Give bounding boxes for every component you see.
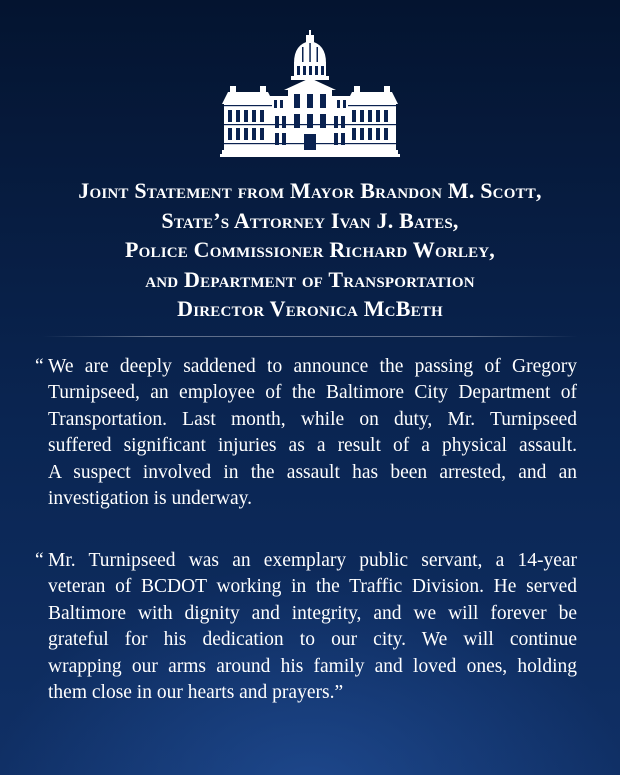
paragraph-line: suffered significant injuries as a result of a physical assault. [48, 435, 577, 457]
paragraph-line: wrapping our arms around his family and loved ones, holding [48, 655, 577, 677]
statement-paragraph [35, 354, 577, 512]
paragraph-line: them close in our hearts and prayers.” [48, 682, 344, 704]
title-line: State’s Attorney Ivan J. Bates, [161, 207, 459, 233]
title-line: Police Commissioner Richard Worley, [124, 237, 496, 262]
paragraph-line: Baltimore with dignity and integrity, and we will forever be [48, 602, 577, 624]
city-hall-building-icon [218, 30, 402, 158]
divider [42, 336, 578, 337]
open-quote: “ [35, 356, 44, 377]
title-line: Director Veronica McBeth [177, 296, 443, 321]
paragraph-line: Transportation. Last month, while on duty, Mr. Turnipseed [48, 408, 577, 430]
paragraph-line: Mr. Turnipseed was an exemplary public servant, a 14-year [48, 550, 577, 571]
paragraph-line: We are deeply saddened to announce the passing of Gregory [48, 356, 577, 377]
paragraph-line: A suspect involved in the assault has been arrested, and an [48, 461, 577, 483]
statement-paragraph [35, 548, 577, 706]
statement-title [20, 176, 600, 324]
paragraph-line: investigation is underway. [48, 488, 252, 510]
paragraph-line: grateful for his dedication to our city. We will continue [48, 629, 577, 651]
open-quote: “ [35, 550, 44, 571]
paragraph-line: veteran of BCDOT working in the Traffic Division. He served [48, 576, 577, 598]
title-line: and Department of Transportation [145, 266, 475, 292]
paragraph-line: Turnipseed, an employee of the Baltimore City Department of [48, 382, 577, 404]
title-line: Joint Statement from Mayor Brandon M. Scott, [78, 178, 542, 203]
